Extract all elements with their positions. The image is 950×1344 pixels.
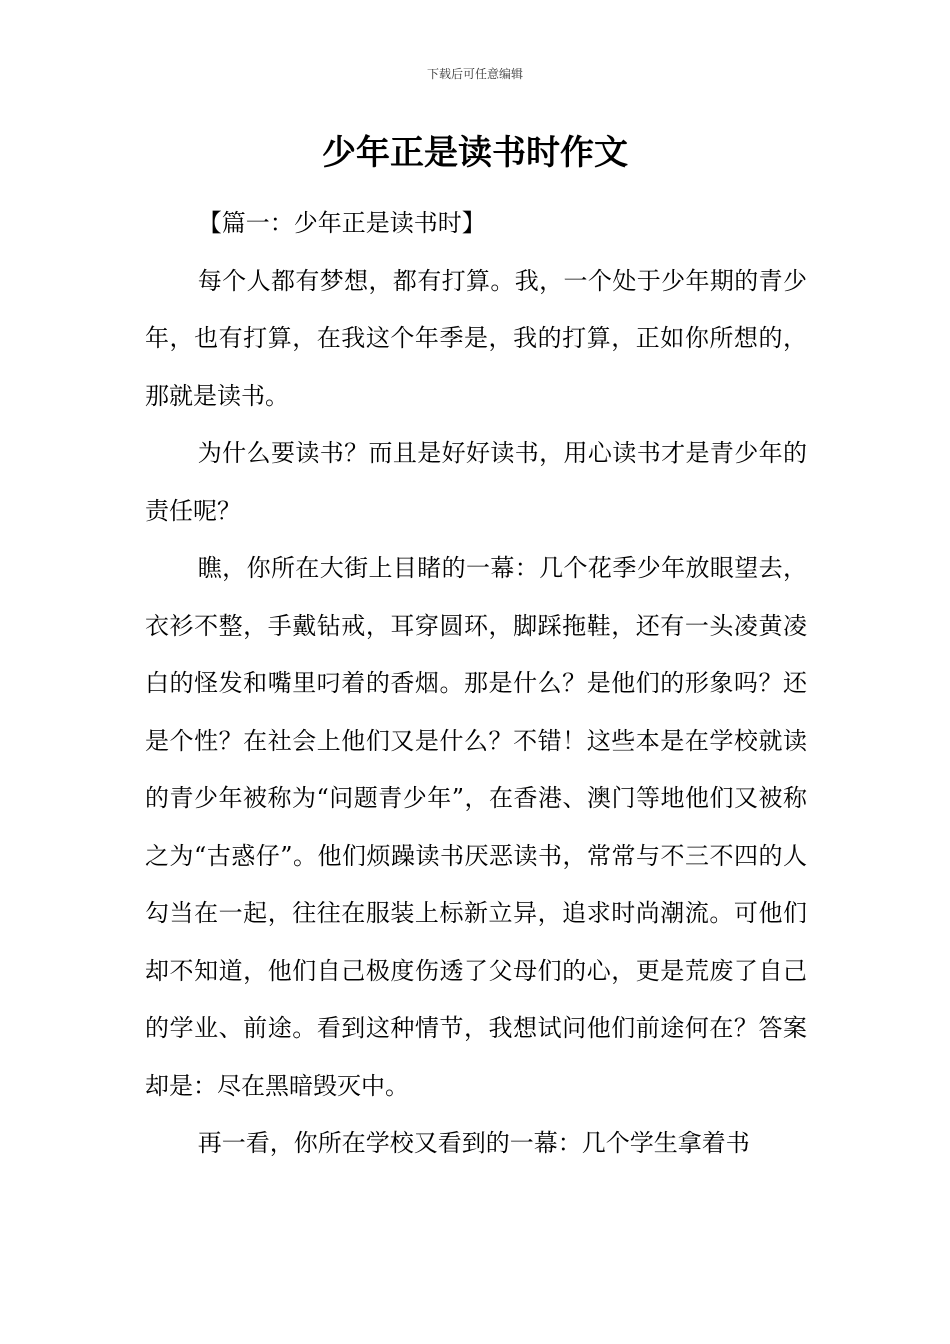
document-body [145,195,807,1173]
paragraph: 再一看，你所在学校又看到的一幕：几个学生拿着书 [197,1129,750,1157]
paragraph: 瞧，你所在大街上目睹的一幕：几个花季少年放眼望去，衣衫不整，手戴钻戒，耳穿圆环，脚踩拖鞋，还有一头凌黄凌白的怪发和嘴里叼着的香烟。那是什么？是他们的形象吗？还是个性？在社会上他们又是什么？不错！这些本是在学校就读的青少年被称为“问题青少年”，在香港、澳门等地他们又被称之为“古惑仔”。他们烦躁读书厌恶读书，常常与不三不四的人勾当在一起，往往在服装上标新立异，追求时尚潮流。可他们却不知道，他们自己极度伤透了父母们的心，更是荒废了自己的学业、前途。看到这种情节，我想试问他们前途何在？答案却是：尽在黑暗毁灭中。 [145,554,807,1100]
section-heading: 【篇一：少年正是读书时】 [197,209,486,237]
page-title: 少年正是读书时作文 [322,133,628,173]
paragraph: 为什么要读书？而且是好好读书，用心读书才是青少年的责任呢？ [145,439,807,525]
paragraph: 每个人都有梦想，都有打算。我，一个处于少年期的青少年，也有打算，在我这个年季是，我的打算，正如你所想的，那就是读书。 [145,266,807,410]
header-note: 下载后可任意编辑 [426,67,523,81]
